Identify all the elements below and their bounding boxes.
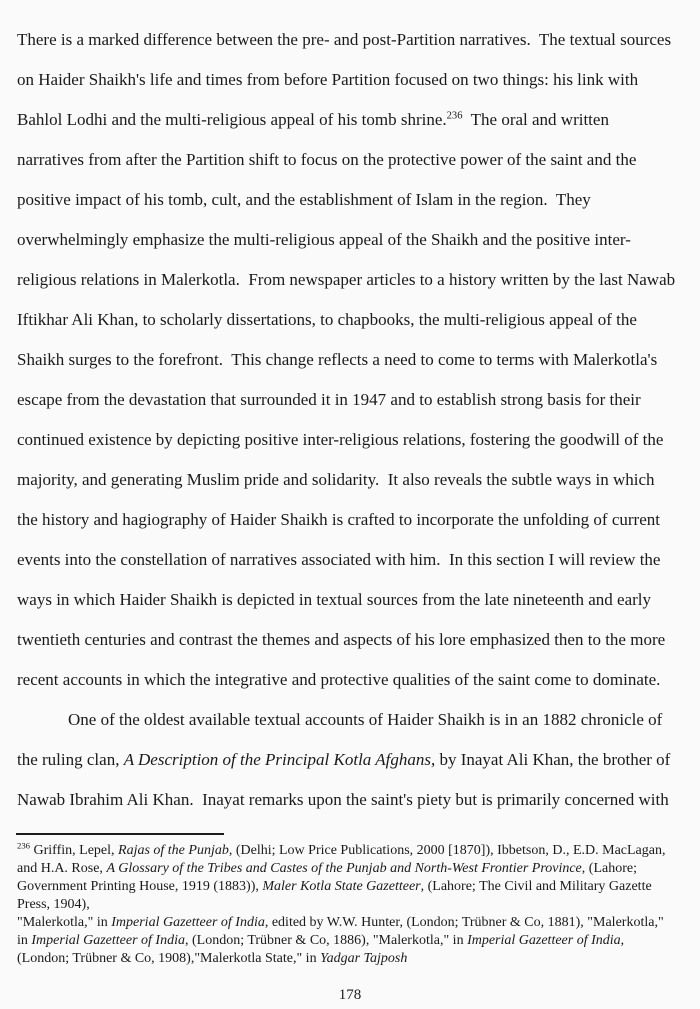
text-segment: the ruling clan, (17, 750, 124, 769)
text-line (17, 878, 694, 896)
text-segment: overwhelmingly emphasize the multi-religious appeal of the Shaikh and the positive inter- (17, 230, 631, 249)
italic-title-text: Imperial Gazetteer of India (31, 933, 185, 948)
text-segment: religious relations in Malerkotla. From newspaper articles to a history written by the last Nawab (17, 270, 676, 289)
text-segment: the history and hagiography of Haider Shaikh is crafted to incorporate the unfolding of current (17, 510, 660, 529)
text-line (17, 700, 692, 740)
text-line (17, 500, 692, 540)
text-segment: , (620, 933, 625, 948)
text-segment: The oral and written (462, 110, 609, 129)
text-segment: on Haider Shaikh's life and times from before Partition focused on two things: his link with (17, 70, 639, 89)
text-segment: There is a marked difference between the pre- and post-Partition narratives. The textual sources (17, 30, 672, 49)
text-segment: , (Lahore; The Civil and Military Gazette (420, 879, 652, 894)
italic-title-text: Maler Kotla State Gazetteer (262, 879, 421, 894)
text-segment: , (Lahore; (581, 861, 637, 876)
italic-title-text: A Description of the Principal Kotla Afghans (123, 750, 431, 769)
text-line (17, 380, 692, 420)
text-line (17, 620, 692, 660)
text-segment: positive impact of his tomb, cult, and the establishment of Islam in the region. They (17, 190, 591, 209)
text-line (17, 580, 692, 620)
text-line (17, 914, 694, 932)
text-line (17, 660, 692, 700)
footnote (0, 842, 700, 968)
text-segment: continued existence by depicting positive inter-religious relations, fostering the goodwill of the (17, 430, 664, 449)
text-segment: One of the oldest available textual accounts of Haider Shaikh is in an 1882 chronicle of (68, 710, 663, 729)
text-segment: Iftikhar Ali Khan, to scholarly dissertations, to chapbooks, the multi-religious appeal of the (17, 310, 637, 329)
superscript-footnote-marker: 236 (17, 840, 31, 851)
text-line (17, 260, 692, 300)
text-segment: ways in which Haider Shaikh is depicted in textual sources from the late nineteenth and early (17, 590, 651, 609)
text-segment: narratives from after the Partition shift to focus on the protective power of the saint and the (17, 150, 637, 169)
text-segment: , (London; Trübner & Co, 1886), "Malerkotla," in (184, 933, 468, 948)
italic-title-text: Rajas of the Punjab (118, 843, 229, 858)
italic-title-text: Imperial Gazetteer of India (467, 933, 621, 948)
text-segment: events into the constellation of narratives associated with him. In this section I will review the (17, 550, 661, 569)
text-line (17, 740, 692, 780)
text-line (17, 460, 692, 500)
text-segment: majority, and generating Muslim pride and solidarity. It also reveals the subtle ways in which (17, 470, 655, 489)
text-segment: "Malerkotla," in (17, 915, 112, 930)
text-line (17, 140, 692, 180)
text-segment: Government Printing House, 1919 (1883)), (17, 879, 263, 894)
italic-title-text: Imperial Gazetteer of India (111, 915, 265, 930)
text-segment: , by Inayat Ali Khan, the brother of (430, 750, 671, 769)
text-line (17, 100, 692, 140)
text-segment: Bahlol Lodhi and the multi-religious appeal of his tomb shrine. (17, 110, 447, 129)
text-segment: , edited by W.W. Hunter, (London; Trübner & Co, 1881), "Malerkotla," (264, 915, 664, 930)
text-line (17, 300, 692, 340)
text-line (17, 780, 692, 820)
text-line (17, 60, 692, 100)
text-line (17, 20, 692, 60)
text-segment: and H.A. Rose, (17, 861, 107, 876)
text-line (17, 896, 694, 914)
text-line (17, 842, 694, 860)
text-line (17, 180, 692, 220)
text-line (17, 932, 694, 950)
text-segment: (London; Trübner & Co, 1908),"Malerkotla State," in (17, 951, 321, 966)
text-line (17, 540, 692, 580)
text-line (17, 340, 692, 380)
footnote-separator (16, 833, 224, 835)
text-segment: in (17, 933, 32, 948)
text-segment: , (Delhi; Low Price Publications, 2000 [1870]), Ibbetson, D., E.D. MacLagan, (228, 843, 666, 858)
text-line (17, 860, 694, 878)
text-segment: recent accounts in which the integrative and protective qualities of the saint come to dominate. (17, 670, 661, 689)
superscript-footnote-marker: 236 (446, 110, 463, 122)
text-segment: escape from the devastation that surrounded it in 1947 and to establish strong basis for their (17, 390, 641, 409)
text-segment: Shaikh surges to the forefront. This change reflects a need to come to terms with Malerkotla's (17, 350, 658, 369)
italic-title-text: Yadgar Tajposh (320, 951, 408, 966)
page-number: 178 (338, 987, 362, 1003)
text-segment: Nawab Ibrahim Ali Khan. Inayat remarks upon the saint's piety but is primarily concerned with (17, 790, 669, 809)
text-segment: Griffin, Lepel, (30, 843, 119, 858)
text-segment: Press, 1904), (17, 897, 90, 912)
text-line (17, 420, 692, 460)
text-segment: twentieth centuries and contrast the themes and aspects of his lore emphasized then to the more (17, 630, 666, 649)
text-line (17, 950, 694, 968)
italic-title-text: A Glossary of the Tribes and Castes of the Punjab and North-West Frontier Province (106, 861, 582, 876)
text-line (17, 220, 692, 260)
